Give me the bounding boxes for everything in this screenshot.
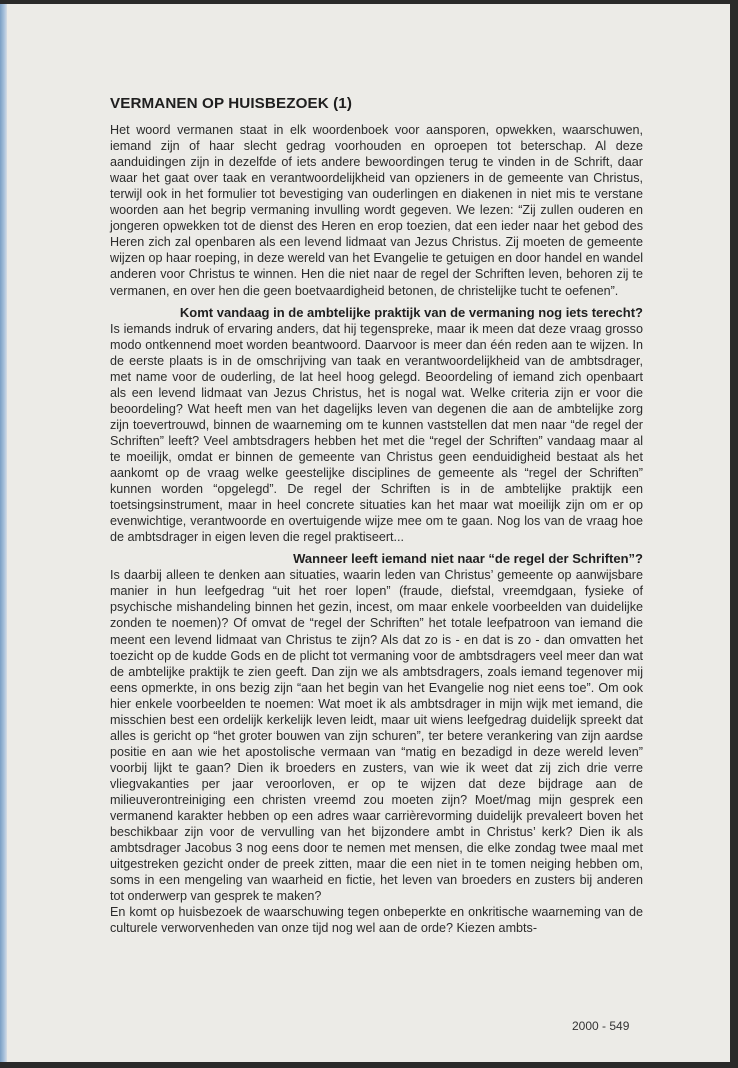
document-page — [0, 4, 730, 1062]
article-title: VERMANEN OP HUISBEZOEK (1) — [110, 95, 352, 112]
paragraph-4: En komt op huisbezoek de waarschuwing tegen onbeperkte en onkritische waarneming van de culturele verworvenheden van onze tijd nog wel aan de orde? Kiezen ambts- — [110, 905, 643, 936]
paragraph-2: Is iemands indruk of ervaring anders, dat hij tegenspreke, maar ik meen dat deze vraag grosso modo ontkennend moet worden beantwoord. Daarvoor is meer dan één reden aan te wijzen. In de eerste plaats is in de omschrijving van taak en verantwoordelijkheid van de ambtsdrager, met name voor de ouderling, de lat heel hoog gelegd. Beoordeling of iemand zich openbaart als een levend lidmaat van Jezus Christus, het is nogal wat. Welke criteria zijn er voor die beoordeling? Wat heeft men van het dagelijks leven van degenen die aan de ambtelijke zorg zijn toevertrouwd, binnen de waarneming om te kunnen vaststellen dat men naar “de regel der Schriften” leeft? Veel ambtsdragers hebben het met die “regel der Schriften” vandaag maar al te moeilijk, omdat er binnen de gemeente van Christus geen eenduidigheid bestaat als het aankomt op de vraag welke geestelijke disciplines de gemeente als “regel der Schriften” kunnen worden “opgelegd”. De regel der Schriften is in de ambtelijke praktijk een toetsingsinstrument, maar in heel concrete situaties kan het maar wat moeilijk zijn om er op evenwichtige, verantwoorde en overtuigende wijze mee om te gaan. Nog los van de vraag hoe de ambtsdrager in eigen leven die regel praktiseert... — [110, 321, 643, 545]
paragraph-3: Is daarbij alleen te denken aan situaties, waarin leden van Christus’ gemeente op aanwijsbare manier in hun leefgedrag “uit het roer lopen” (fraude, diefstal, vreemdgaan, fysieke of psychische mishandeling binnen het gezin, incest, om maar enkele voorbeelden van duidelijke zonden te noemen)? Of omvat de “regel der Schriften” het totale leefpatroon van iemand die meent een levend lidmaat van Christus te zijn? Als dat zo is - en dat is zo - dan omvatten het toezicht op de kudde Gods en de plicht tot vermaning voor de ambtsdragers veel meer dan wat de ambtelijke praktijk te zien geeft. Dan zijn we als ambtsdragers, zoals iemand tegenover mij eens opmerkte, in ons bezig zijn “aan het begin van het Evangelie nog niet eens toe”. Om ook hier enkele voorbeelden te noemen: Wat moet ik als ambtsdrager in mijn wijk met iemand, die misschien best een ordelijk kerkelijk leven leidt, maar uit wiens leefgedrag duidelijk spreekt dat alles is gericht op “het groter bouwen van zijn schuren”, ter betere verankering van zijn aardse positie en aan wie het apostolische vermaan van “matig en bezadigd in deze wereld leven” voorbij lijkt te gaan? Dien ik broeders en zusters, van wie ik weet dat zij zich drie verre vliegvakanties per jaar veroorloven, er op te wijzen dat deze bijdrage aan de milieuverontreiniging een christen vreemd zou moeten zijn? Moet/mag mijn gesprek een vermanend karakter hebben op een adres waar carrièrevorming duidelijk prevaleert boven het beschikbaar zijn voor de vervulling van het bijzondere ambt in Christus’ kerk? Dien ik als ambtsdrager Jacobus 3 nog eens door te nemen met mensen, die elke zondag twee maal met uitgestreken gezicht onder de preek zitten, maar die een niet in te tomen neiging hebben om, soms in een mengeling van waarheid en fictie, het leven van broeders en zusters bij anderen tot onderwerp van gesprek te maken? — [110, 568, 643, 904]
subheading-1: Komt vandaag in de ambtelijke praktijk van de vermaning nog iets terecht? — [179, 304, 643, 320]
page-number: 2000 - 549 — [572, 1019, 630, 1033]
paragraph-1: Het woord vermanen staat in elk woordenboek voor aansporen, opwekken, waarschuwen, iemand zijn of haar slecht gedrag voorhouden en oproepen tot beterschap. Al deze aanduidingen zijn in dezelfde of iets andere bewoordingen terug te vinden in de Schrift, daar waar het gaat over taak en verantwoordelijkheid van opzieners in de gemeente van Christus, terwijl ook in het formulier tot bevestiging van ouderlingen en diakenen in niet mis te verstane woorden aan het begrip vermaning invulling wordt gegeven. We lezen: “Zij zullen ouderen en jongeren opwekken tot de dienst des Heren en erop toezien, dat een ieder naar het gebod des Heren zich zal openbaren als een levend lidmaat van Jezus Christus. Zij moeten de gemeente wijzen op haar roeping, in deze wereld van het Evangelie te getuigen en door handel en wandel anderen voor Christus te winnen. Hen die niet naar de regel der Schriften leven, behoren zij te vermanen, en over hen die geen boetvaardigheid betonen, de christelijke tucht te oefenen”. — [110, 123, 643, 298]
article-body — [110, 96, 643, 936]
subheading-2: Wanneer leeft iemand niet naar “de regel der Schriften”? — [293, 551, 643, 567]
binding-edge — [0, 4, 7, 1062]
